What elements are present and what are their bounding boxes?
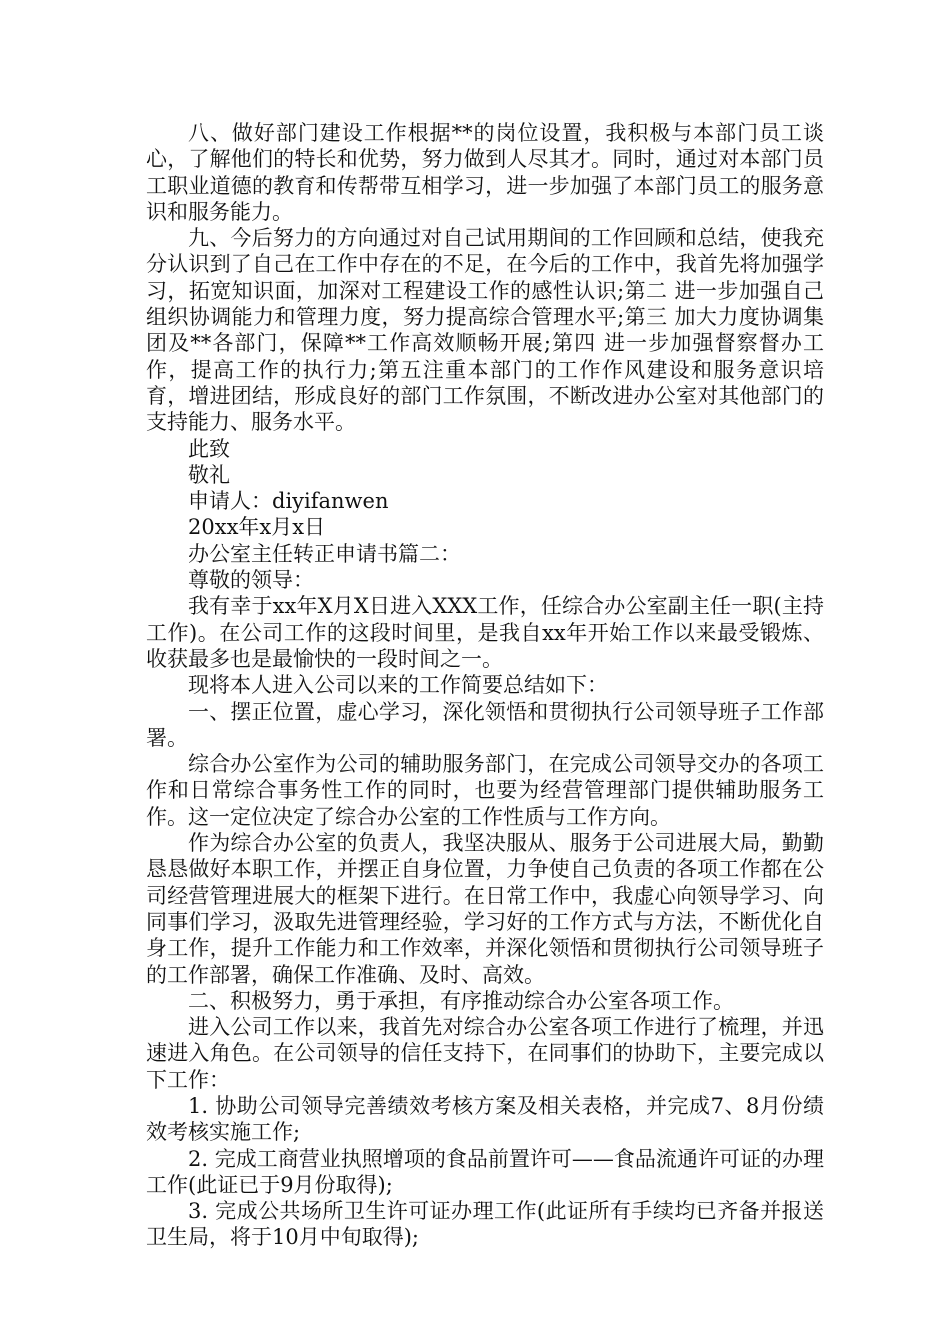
document-page xyxy=(146,120,824,1251)
section-title-part-two: 办公室主任转正申请书篇二： xyxy=(188,541,461,566)
closing-regards: 敬礼 xyxy=(188,462,230,487)
list-item-2: 2. 完成工商营业执照增项的食品前置许可——食品流通许可证的办理工作(此证已于9月份取得); xyxy=(146,1146,824,1197)
list-item-3: 3. 完成公共场所卫生许可证办理工作(此证所有手续均已齐备并报送卫生局，将于10月中旬取得); xyxy=(146,1199,824,1250)
heading-two: 二、积极努力，勇于承担，有序推动综合办公室各项工作。 xyxy=(188,988,734,1013)
application-date: 20xx年x月x日 xyxy=(188,515,326,540)
paragraph-work-overview: 进入公司工作以来，我首先对综合办公室各项工作进行了梳理，并迅速进入角色。在公司领导的信任支持下，在同事们的协助下，主要完成以下工作： xyxy=(146,1015,824,1092)
closing-salutation: 此致 xyxy=(188,436,230,461)
heading-one: 一、摆正位置，虚心学习，深化领悟和贯彻执行公司领导班子工作部署。 xyxy=(146,699,824,750)
paragraph-responsibility: 作为综合办公室的负责人，我坚决服从、服务于公司进展大局，勤勤恳恳做好本职工作，并摆正自身位置，力争使自己负责的各项工作都在公司经营管理进展大的框架下进行。在日常工作中，我虚心向领导学习、向同事们学习，汲取先进管理经验，学习好的工作方式与方法，不断优化自身工作，提升工作能力和工作效率，并深化领悟和贯彻执行公司领导班子的工作部署，确保工作准确、及时、高效。 xyxy=(146,831,824,987)
paragraph-role: 综合办公室作为公司的辅助服务部门，在完成公司领导交办的各项工作和日常综合事务性工作的同时，也要为经营管理部门提供辅助服务工作。这一定位决定了综合办公室的工作性质与工作方向。 xyxy=(146,752,824,829)
applicant-name: 申请人：diyifanwen xyxy=(188,489,389,514)
paragraph-section-9: 九、今后努力的方向通过对自己试用期间的工作回顾和总结，使我充分认识到了自己在工作中存在的不足，在今后的工作中，我首先将加强学习，拓宽知识面，加深对工程建设工作的感性认识;第二 进一步加强自己组织协调能力和管理力度，努力提高综合管理水平;第三 加大力度协调集团及**各部门，保障**工作高效顺畅开展;第四 进一步加强督察督办工作，提高工作的执行力;第五注重本部门的工作作风建设和服务意识培育，增进团结，形成良好的部门工作氛围，不断改进办公室对其他部门的支持能力、服务水平。 xyxy=(146,226,824,435)
paragraph-section-8: 八、做好部门建设工作根据**的岗位设置，我积极与本部门员工谈心，了解他们的特长和优势，努力做到人尽其才。同时，通过对本部门员工职业道德的教育和传帮带互相学习，进一步加强了本部门员工的服务意识和服务能力。 xyxy=(146,121,824,224)
list-item-1: 1. 协助公司领导完善绩效考核方案及相关表格，并完成7、8月份绩效考核实施工作; xyxy=(146,1093,824,1145)
paragraph-summary-lead: 现将本人进入公司以来的工作简要总结如下： xyxy=(188,673,608,698)
greeting: 尊敬的领导： xyxy=(188,568,314,593)
paragraph-intro: 我有幸于xx年X月X日进入XXX工作，任综合办公室副主任一职(主持工作)。在公司工作的这段时间里，是我自xx年开始工作以来最受锻炼、收获最多也是最愉快的一段时间之一。 xyxy=(146,594,824,671)
